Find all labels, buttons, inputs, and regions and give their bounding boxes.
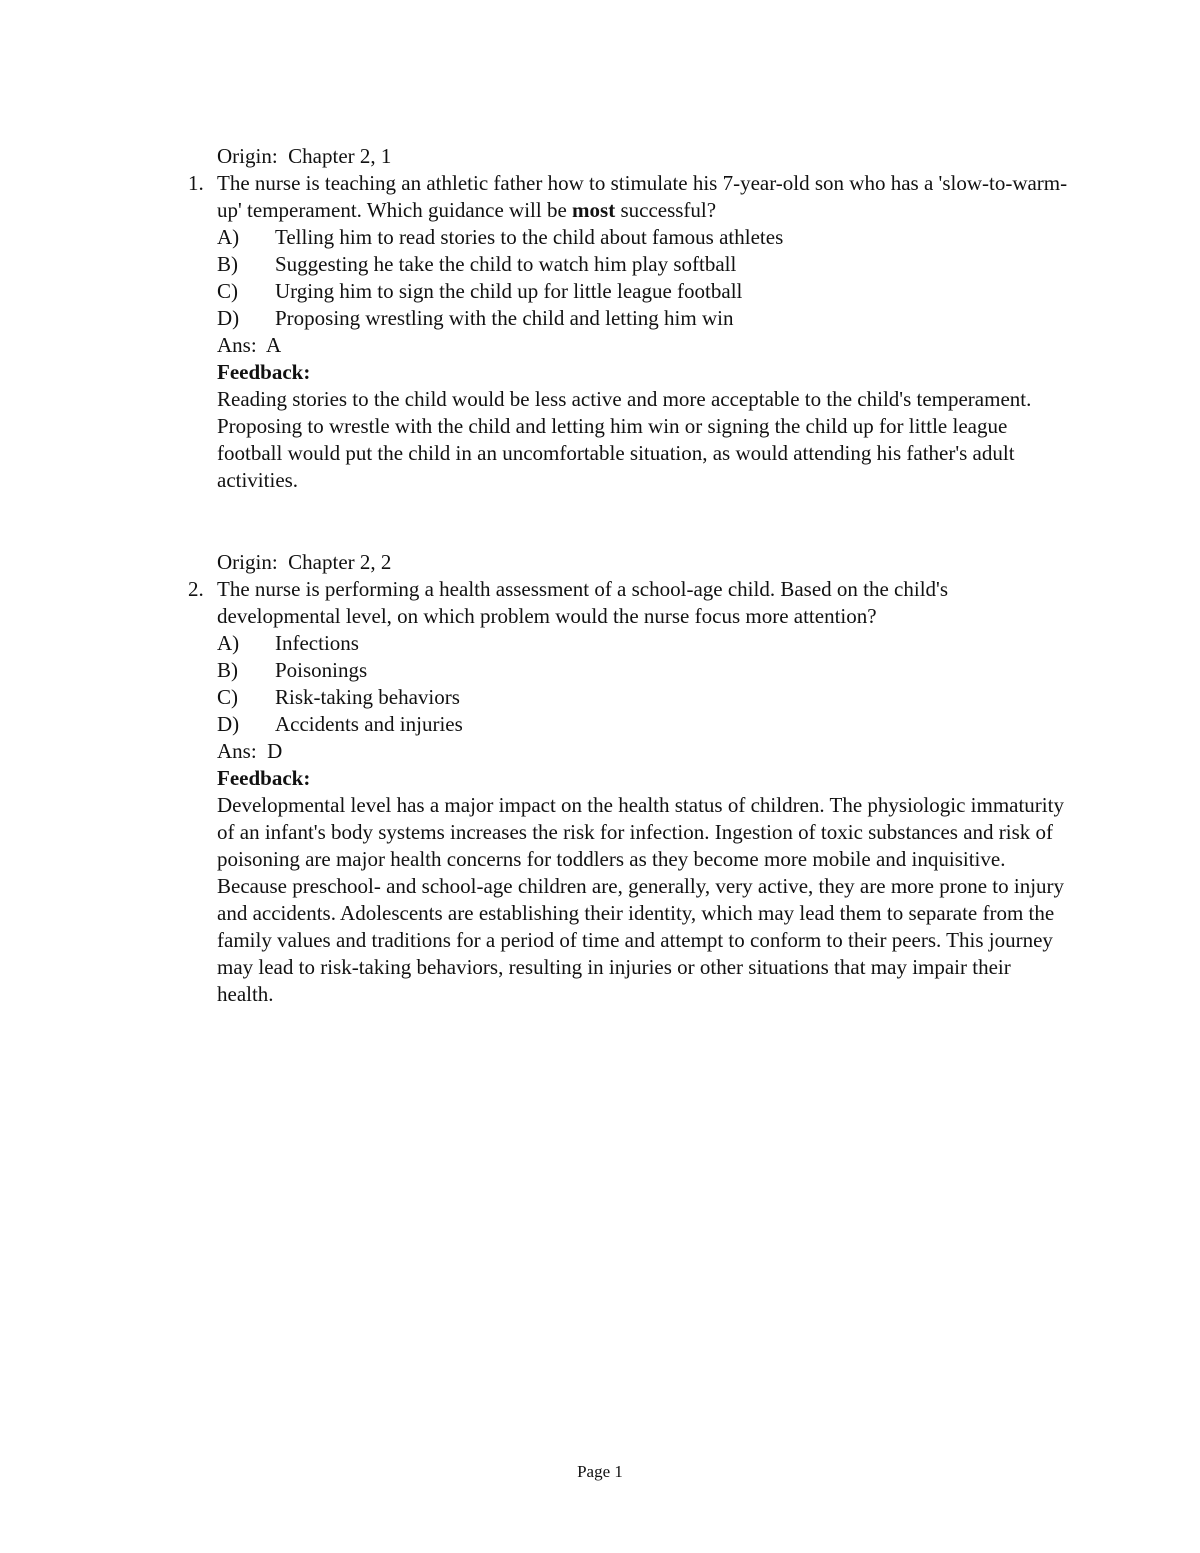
option-d bbox=[217, 711, 1068, 738]
answer: Ans: D bbox=[217, 739, 283, 763]
question-stem bbox=[188, 170, 1068, 224]
option-b bbox=[217, 657, 1068, 684]
option-text: Proposing wrestling with the child and letting him win bbox=[275, 306, 734, 330]
option-text: Urging him to sign the child up for little league football bbox=[275, 279, 743, 303]
option-text: Telling him to read stories to the child about famous athletes bbox=[275, 225, 784, 249]
option-text: Poisonings bbox=[275, 658, 368, 682]
question-number: 1. bbox=[188, 171, 204, 195]
option-letter: C) bbox=[217, 685, 238, 709]
question-number: 2. bbox=[188, 577, 204, 601]
stem-text: The nurse is performing a health assessment of a school-age child. Based on the child's developmental level, on which problem would the nurse focus more attention? bbox=[217, 577, 949, 628]
option-letter: B) bbox=[217, 658, 238, 682]
question-stem-text bbox=[217, 170, 1068, 224]
option-letter: A) bbox=[217, 631, 240, 655]
option-letter: D) bbox=[217, 306, 240, 330]
option-text: Suggesting he take the child to watch him play softball bbox=[275, 252, 737, 276]
question-2 bbox=[188, 549, 1068, 1008]
question-origin: Origin: Chapter 2, 2 bbox=[217, 550, 392, 574]
option-b bbox=[217, 251, 1068, 278]
option-text: Accidents and injuries bbox=[275, 712, 463, 736]
options-list bbox=[188, 630, 1068, 738]
feedback-text: Developmental level has a major impact on the health status of children. The physiologic immaturity of an infant's body systems increases the risk for infection. Ingestion of toxic substances and risk of poisoning are major health concerns for toddlers as they become more mobile and inquisitive. Because preschool- and school-age children are, generally, very active, they are more prone to injury and accidents. Adolescents are establishing their identity, which may lead them to separate from the family values and traditions for a period of time and attempt to conform to their peers. This journey may lead to risk-taking behaviors, resulting in injuries or other situations that may impair their health. bbox=[217, 793, 1065, 1006]
options-list bbox=[188, 224, 1068, 332]
option-letter: D) bbox=[217, 712, 240, 736]
feedback-heading: Feedback: bbox=[217, 766, 311, 790]
option-a bbox=[217, 224, 1068, 251]
feedback-text: Reading stories to the child would be less active and more acceptable to the child's temperament. Proposing to wrestle with the child and letting him win or signing the child up for little league football would put the child in an uncomfortable situation, as would attending his father's adult activities. bbox=[217, 387, 1032, 492]
question-stem bbox=[188, 576, 1068, 630]
option-a bbox=[217, 630, 1068, 657]
option-letter: B) bbox=[217, 252, 238, 276]
question-origin: Origin: Chapter 2, 1 bbox=[217, 144, 392, 168]
option-d bbox=[217, 305, 1068, 332]
question-stem-text bbox=[217, 576, 1068, 630]
answer: Ans: A bbox=[217, 333, 282, 357]
option-c bbox=[217, 684, 1068, 711]
stem-text: The nurse is teaching an athletic father how to stimulate his 7-year-old son who has a 'slow-to-warm-up' temperament. Which guidance will be bbox=[217, 171, 1068, 222]
option-letter: C) bbox=[217, 279, 238, 303]
option-text: Infections bbox=[275, 631, 359, 655]
option-text: Risk-taking behaviors bbox=[275, 685, 460, 709]
stem-text-end: successful? bbox=[615, 198, 717, 222]
feedback-heading: Feedback: bbox=[217, 360, 311, 384]
page-number: Page 1 bbox=[577, 1462, 623, 1481]
stem-emphasis: most bbox=[572, 198, 616, 222]
question-1 bbox=[188, 143, 1068, 494]
option-letter: A) bbox=[217, 225, 240, 249]
option-c bbox=[217, 278, 1068, 305]
